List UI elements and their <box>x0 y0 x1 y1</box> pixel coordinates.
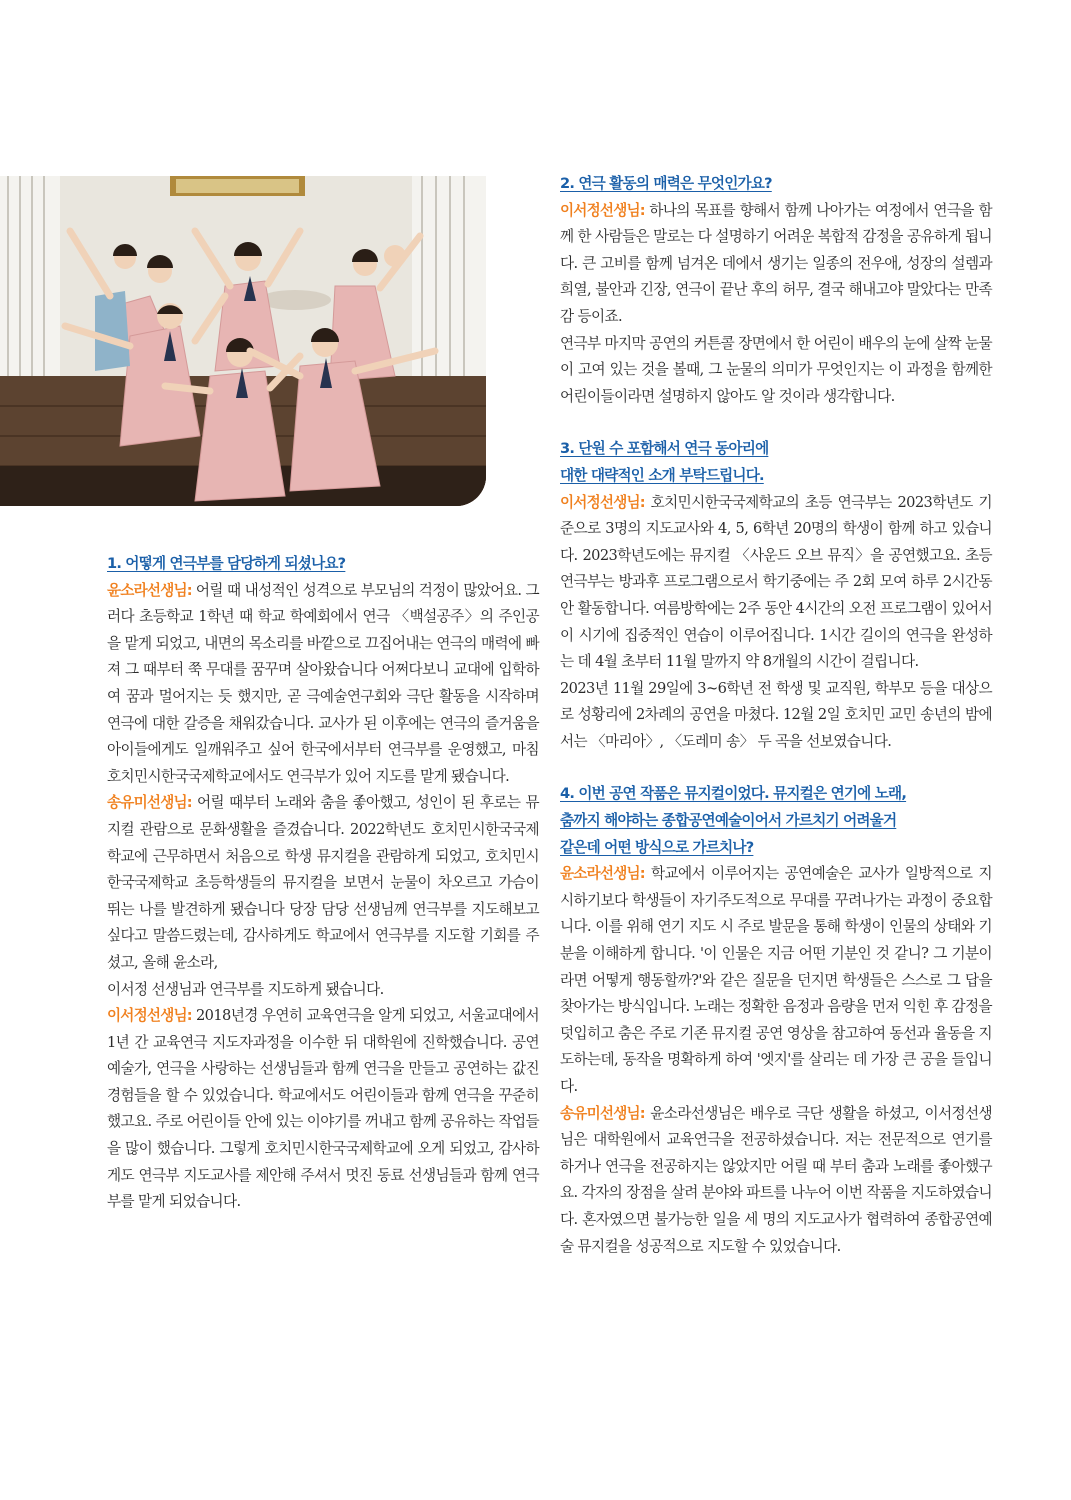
speaker-label: 이서정선생님: <box>560 493 645 511</box>
answer-lee-3-cont: 2023년 11월 29일에 3~6학년 전 학생 및 교직원, 학부모 등을 대상으로 성황리에 2차례의 공연을 마쳤다. 12월 2일 호치민 교민 송년의 밤에서는 〈마리아〉, 〈도레미 송〉 두 곡을 선보였습니다. <box>560 679 992 750</box>
question-3-heading-line2: 대한 대략적인 소개 부탁드립니다. <box>560 466 764 484</box>
performance-illustration <box>0 176 486 506</box>
answer-lee-3 <box>560 490 992 676</box>
speaker-label: 이서정선생님: <box>560 201 645 219</box>
right-column <box>560 171 992 1260</box>
speaker-label: 송유미선생님: <box>560 1104 645 1122</box>
speaker-label: 윤소라선생님: <box>107 581 192 599</box>
answer-text: 어릴 때부터 노래와 춤을 좋아했고, 성인이 된 후로는 뮤지컬 관람으로 문화생활을 즐겼습니다. 2022학년도 호치민시한국국제학교에 근무하면서 처음으로 학생 뮤지컬을 관람하게 되었고, 호치민시한국국제학교 초등학생들의 뮤지컬을 보면서 눈물이 차오르고 가슴이 뛰는 나를 발견하게 됐습니다 당장 담당 선생님께 연극부를 지도해보고 싶다고 말씀드렸는데, 감사하게도 학교에서 연극부를 지도할 기회를 주셨고, 올해 윤소라, <box>107 794 539 971</box>
stage-performance-photo <box>0 176 486 506</box>
answer-yoon-4 <box>560 861 992 1100</box>
question-4-heading-line3: 같은데 어떤 방식으로 가르치나? <box>560 838 754 856</box>
question-1-heading: 1. 어떻게 연극부를 담당하게 되셨나요? <box>107 555 346 572</box>
question-4-heading-line1: 4. 이번 공연 작품은 뮤지컬이었다. 뮤지컬은 연기에 노래, <box>560 785 907 803</box>
speaker-label: 송유미선생님: <box>107 794 192 812</box>
answer-text: 윤소라선생님은 배우로 극단 생활을 하셨고, 이서정선생님은 대학원에서 교육연극을 전공하셨습니다. 저는 전문적으로 연기를 하거나 연극을 전공하지는 않았지만 어릴 때 부터 춤과 노래를 좋아했구요. 각자의 장점을 살려 분야와 파트를 나누어 이번 작품을 지도하였습니다. 혼자였으면 불가능한 일을 세 명의 지도교사가 협력하여 종합공연예술 뮤지컬을 성공적으로 지도할 수 있었습니다. <box>560 1104 992 1255</box>
answer-text: 2018년경 우연히 교육연극을 알게 되었고, 서울교대에서 1년 간 교육연극 지도자과정을 이수한 뒤 대학원에 진학했습니다. 공연 예술가, 연극을 사랑하는 선생님들과 함께 연극을 만들고 공연하는 값진 경험들을 할 수 있었습니다. 학교에서도 어린이들과 함께 연극을 꾸준히 했고요. 주로 어린이들 안에 있는 이야기를 꺼내고 함께 공유하는 작업들을 많이 했습니다. 그렇게 호치민시한국국제학교에 오게 되었고, 감사하게도 연극부 지도교사를 제안해 주셔서 멋진 동료 선생님들과 함께 연극부를 맡게 되었습니다. <box>107 1007 539 1211</box>
answer-lee-2 <box>560 198 992 331</box>
answer-song-1-cont: 이서정 선생님과 연극부를 지도하게 됐습니다. <box>107 980 384 998</box>
question-2-heading: 2. 연극 활동의 매력은 무엇인가요? <box>560 175 772 192</box>
speaker-label: 이서정선생님: <box>107 1007 192 1025</box>
answer-lee-1 <box>107 1003 539 1216</box>
spacer <box>560 410 992 436</box>
answer-text: 하나의 목표를 향해서 함께 나아가는 여정에서 연극을 함께 한 사람들은 말로는 다 설명하기 어려운 복합적 감정을 공유하게 됩니다. 큰 고비를 함께 넘겨온 데에서 생기는 일종의 전우애, 성장의 설렘과 희열, 불안과 긴장, 연극이 끝난 후의 허무, 결국 해내고야 말았다는 만족감 등이죠. <box>560 201 992 325</box>
question-4-heading-line2: 춤까지 해야하는 종합공연예술이어서 가르치기 어려울거 <box>560 812 897 830</box>
answer-text: 어릴 때 내성적인 성격으로 부모님의 걱정이 많았어요. 그러다 초등학교 1학년 때 학교 학예회에서 연극 〈백설공주〉의 주인공을 맡게 되었고, 내면의 목소리를 바깥으로 끄집어내는 연극의 매력에 빠져 그 때부터 쭉 무대를 꿈꾸며 살아왔습니다 어쩌다보니 교대에 입학하여 꿈과 멀어지는 듯 했지만, 곧 극예술연구회와 극단 활동을 시작하며 연극에 대한 갈증을 채워갔습니다. 교사가 된 이후에는 연극의 즐거움을 아이들에게도 일깨워주고 싶어 한국에서부터 연극부를 운영했고, 마침 호치민시한국국제학교에서도 연극부가 있어 지도를 맡게 됐습니다. <box>107 581 539 785</box>
answer-lee-2-cont: 연극부 마지막 공연의 커튼콜 장면에서 한 어린이 배우의 눈에 살짝 눈물이 고여 있는 것을 볼때, 그 눈물의 의미가 무엇인지는 이 과정을 함께한 어린이들이라면 설명하지 않아도 알 것이라 생각합니다. <box>560 334 992 405</box>
answer-song-4 <box>560 1101 992 1261</box>
answer-text: 호치민시한국국제학교의 초등 연극부는 2023학년도 기준으로 3명의 지도교사와 4, 5, 6학년 20명의 학생이 함께 하고 있습니다. 2023학년도에는 뮤지컬 〈사운드 오브 뮤직〉을 공연했고요. 초등 연극부는 방과후 프로그램으로서 학기중에는 주 2회 모여 하루 2시간동안 활동합니다. 여름방학에는 2주 동안 4시간의 오전 프로그램이 있어서 이 시기에 집중적인 연습이 이루어집니다. 1시간 길이의 연극을 완성하는 데 4월 초부터 11월 말까지 약 8개월의 시간이 걸립니다. <box>560 493 992 671</box>
left-column <box>107 551 539 1216</box>
answer-yoon-1 <box>107 578 539 791</box>
answer-text: 학교에서 이루어지는 공연예술은 교사가 일방적으로 지시하기보다 학생들이 자기주도적으로 무대를 꾸려나가는 과정이 중요합니다. 이를 위해 연기 지도 시 주로 발문을 통해 학생이 인물의 상태와 기분을 이해하게 합니다. '이 인물은 지금 어떤 기분인 것 같니? 그 기분이라면 어떻게 행동할까?'와 같은 질문을 던지면 학생들은 스스로 그 답을 찾아가는 방식입니다. 노래는 정확한 음정과 음량을 먼저 익힌 후 감정을 덧입히고 춤은 주로 기존 뮤지컬 공연 영상을 참고하여 동선과 율동을 지도하는데, 동작을 명확하게 하여 '엣지'를 살리는 데 가장 큰 공을 들입니다. <box>560 865 992 1095</box>
answer-song-1 <box>107 790 539 976</box>
question-3-heading-line1: 3. 단원 수 포함해서 연극 동아리에 <box>560 440 769 458</box>
speaker-label: 윤소라선생님: <box>560 865 645 883</box>
spacer <box>560 755 992 781</box>
